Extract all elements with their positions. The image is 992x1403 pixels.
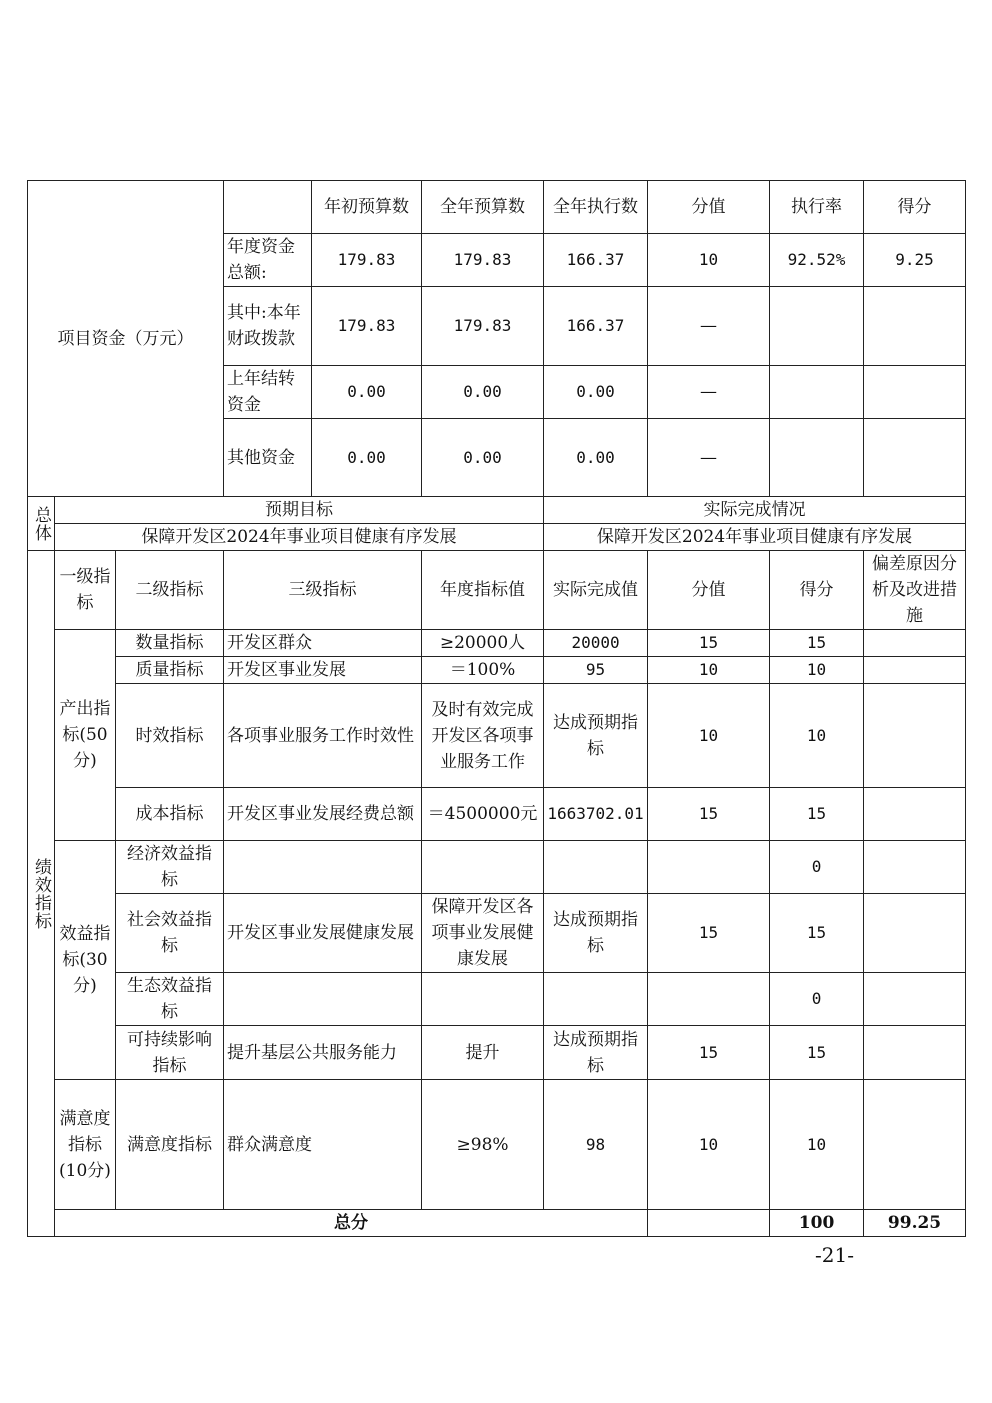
- row-value: 15: [648, 1026, 770, 1080]
- funds-row-score: [864, 366, 966, 419]
- funds-header-blank: [224, 181, 312, 234]
- funds-row-annual: 179.83: [422, 234, 544, 287]
- row-score: 10: [770, 657, 864, 684]
- row-score: 0: [770, 841, 864, 894]
- table-row: [28, 841, 966, 894]
- overall-actual-header: 实际完成情况: [544, 497, 966, 524]
- row-target: ≥98%: [422, 1080, 544, 1210]
- row-score: 0: [770, 973, 864, 1026]
- funds-row-annual: 0.00: [422, 366, 544, 419]
- funds-row-annual: 0.00: [422, 419, 544, 497]
- row-actual: 20000: [544, 630, 648, 657]
- row-l3: 开发区事业发展健康发展: [224, 894, 422, 973]
- row-l2: 数量指标: [116, 630, 224, 657]
- row-value: 15: [648, 788, 770, 841]
- row-note: [864, 788, 966, 841]
- row-score: 15: [770, 630, 864, 657]
- row-l2: 时效指标: [116, 684, 224, 788]
- page-number: -21-: [815, 1243, 854, 1267]
- row-note: [864, 841, 966, 894]
- funds-row-annual: 179.83: [422, 287, 544, 366]
- row-target: ＝100%: [422, 657, 544, 684]
- group-label: 产出指标(50分): [55, 630, 116, 841]
- funds-row-score-value: —: [648, 366, 770, 419]
- row-l2: 满意度指标: [116, 1080, 224, 1210]
- header-l2: 二级指标: [116, 551, 224, 630]
- funds-row-initial: 0.00: [312, 366, 422, 419]
- row-actual: [544, 841, 648, 894]
- header-note: 偏差原因分析及改进措施: [864, 551, 966, 630]
- row-score: 15: [770, 1026, 864, 1080]
- funds-row-score: 9.25: [864, 234, 966, 287]
- performance-header-row: [28, 551, 966, 630]
- row-score: 15: [770, 788, 864, 841]
- row-target: [422, 973, 544, 1026]
- row-l2: 质量指标: [116, 657, 224, 684]
- row-l2: 经济效益指标: [116, 841, 224, 894]
- total-blank: [648, 1210, 770, 1237]
- overall-actual: 保障开发区2024年事业项目健康有序发展: [544, 524, 966, 551]
- funds-header-row: [28, 181, 966, 234]
- header-value: 分值: [648, 551, 770, 630]
- row-value: 10: [648, 657, 770, 684]
- funds-row-name: 其他资金: [224, 419, 312, 497]
- funds-row-score-value: —: [648, 419, 770, 497]
- funds-row-name: 其中:本年财政拨款: [224, 287, 312, 366]
- funds-header-annual: 全年预算数: [422, 181, 544, 234]
- row-note: [864, 973, 966, 1026]
- row-l3: 各项事业服务工作时效性: [224, 684, 422, 788]
- row-target: 及时有效完成开发区各项事业服务工作: [422, 684, 544, 788]
- table-row: [28, 1026, 966, 1080]
- row-target: 保障开发区各项事业发展健康发展: [422, 894, 544, 973]
- row-score: 10: [770, 684, 864, 788]
- funds-label: 项目资金（万元）: [28, 181, 224, 497]
- funds-row-name: 年度资金总额:: [224, 234, 312, 287]
- funds-row-rate: [770, 366, 864, 419]
- overall-content-row: [28, 524, 966, 551]
- row-target: ≥20000人: [422, 630, 544, 657]
- funds-row-executed: 166.37: [544, 287, 648, 366]
- table-row: [28, 684, 966, 788]
- funds-header-score-value: 分值: [648, 181, 770, 234]
- row-l3: 开发区事业发展经费总额: [224, 788, 422, 841]
- row-actual: 达成预期指标: [544, 684, 648, 788]
- funds-row-executed: 0.00: [544, 366, 648, 419]
- row-l3: 群众满意度: [224, 1080, 422, 1210]
- funds-header-executed: 全年执行数: [544, 181, 648, 234]
- header-target: 年度指标值: [422, 551, 544, 630]
- overall-label: 总体: [28, 497, 55, 551]
- row-actual: 1663702.01: [544, 788, 648, 841]
- header-l1: 一级指标: [55, 551, 116, 630]
- row-score: 10: [770, 1080, 864, 1210]
- funds-row-executed: 166.37: [544, 234, 648, 287]
- row-l2: 可持续影响指标: [116, 1026, 224, 1080]
- row-note: [864, 684, 966, 788]
- row-target: ＝4500000元: [422, 788, 544, 841]
- row-l3: [224, 973, 422, 1026]
- row-note: [864, 1026, 966, 1080]
- funds-row-score: [864, 287, 966, 366]
- funds-row-executed: 0.00: [544, 419, 648, 497]
- funds-header-initial: 年初预算数: [312, 181, 422, 234]
- funds-row-initial: 179.83: [312, 287, 422, 366]
- row-l3: 开发区事业发展: [224, 657, 422, 684]
- row-value: [648, 841, 770, 894]
- row-value: 10: [648, 684, 770, 788]
- row-l3: [224, 841, 422, 894]
- funds-row-score-value: 10: [648, 234, 770, 287]
- row-value: [648, 973, 770, 1026]
- row-actual: 98: [544, 1080, 648, 1210]
- row-l2: 社会效益指标: [116, 894, 224, 973]
- total-label: 总分: [55, 1210, 648, 1237]
- row-l2: 成本指标: [116, 788, 224, 841]
- table-row: [28, 630, 966, 657]
- table-row: [28, 788, 966, 841]
- row-actual: 达成预期指标: [544, 1026, 648, 1080]
- total-value: 100: [770, 1210, 864, 1237]
- table-row: [28, 894, 966, 973]
- performance-label: 绩效指标: [28, 551, 55, 1237]
- row-target: 提升: [422, 1026, 544, 1080]
- funds-row-rate: [770, 287, 864, 366]
- group-label: 满意度指标(10分): [55, 1080, 116, 1210]
- row-l3: 提升基层公共服务能力: [224, 1026, 422, 1080]
- funds-row-initial: 0.00: [312, 419, 422, 497]
- funds-row-score: [864, 419, 966, 497]
- row-score: 15: [770, 894, 864, 973]
- performance-table: [27, 180, 966, 1237]
- row-value: 10: [648, 1080, 770, 1210]
- table-row: [28, 1080, 966, 1210]
- row-note: [864, 630, 966, 657]
- header-l3: 三级指标: [224, 551, 422, 630]
- total-score: 99.25: [864, 1210, 966, 1237]
- overall-expected: 保障开发区2024年事业项目健康有序发展: [55, 524, 544, 551]
- row-target: [422, 841, 544, 894]
- funds-header-rate: 执行率: [770, 181, 864, 234]
- row-actual: 95: [544, 657, 648, 684]
- funds-row-rate: [770, 419, 864, 497]
- row-note: [864, 1080, 966, 1210]
- row-value: 15: [648, 894, 770, 973]
- row-value: 15: [648, 630, 770, 657]
- funds-row-score-value: —: [648, 287, 770, 366]
- total-row: [28, 1210, 966, 1237]
- funds-row-name: 上年结转资金: [224, 366, 312, 419]
- funds-row-initial: 179.83: [312, 234, 422, 287]
- overall-expected-header: 预期目标: [55, 497, 544, 524]
- row-actual: 达成预期指标: [544, 894, 648, 973]
- row-note: [864, 657, 966, 684]
- overall-header-row: [28, 497, 966, 524]
- row-l3: 开发区群众: [224, 630, 422, 657]
- row-note: [864, 894, 966, 973]
- funds-row-rate: 92.52%: [770, 234, 864, 287]
- header-score: 得分: [770, 551, 864, 630]
- group-label: 效益指标(30分): [55, 841, 116, 1080]
- funds-header-score: 得分: [864, 181, 966, 234]
- header-actual: 实际完成值: [544, 551, 648, 630]
- table-row: [28, 657, 966, 684]
- table-row: [28, 973, 966, 1026]
- row-actual: [544, 973, 648, 1026]
- row-l2: 生态效益指标: [116, 973, 224, 1026]
